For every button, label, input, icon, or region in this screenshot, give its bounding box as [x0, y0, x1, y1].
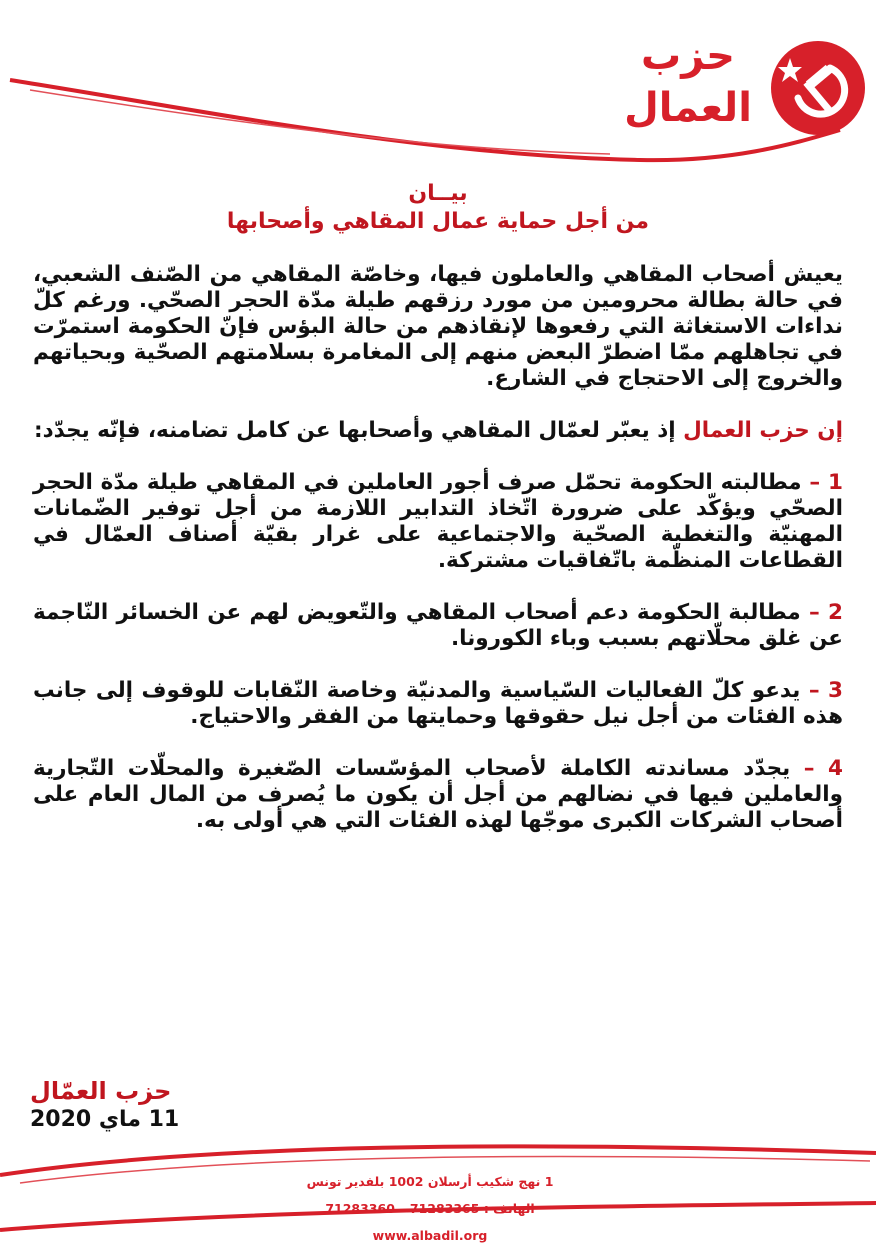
declaration-party: إن حزب العمال [683, 418, 843, 443]
footer-phone: الهاتف : 71283365 – 71283360 [325, 1201, 535, 1216]
signature-block [30, 1076, 179, 1134]
point-1 [33, 470, 843, 574]
signature-name: حزب العمّال [30, 1077, 172, 1105]
point-number: 1 – [809, 470, 843, 495]
statement-body [33, 262, 843, 834]
footer-website-link[interactable]: www.albadil.org [372, 1228, 488, 1243]
point-text: يدعو كلّ الفعاليات السّياسية والمدنيّة وخاصة النّقابات للوقوف إلى جانب هذه الفئات من أجل نيل حقوقها وحمايتها من الفقر والاحتياج. [33, 678, 843, 729]
footer-address: 1 نهج شكيب أرسلان 1002 بلفدير تونس [306, 1174, 554, 1189]
logo-wordmark: حزب العمال [624, 33, 752, 131]
point-number: 4 – [803, 756, 843, 781]
signature-date: 11 ماي 2020 [30, 1107, 180, 1132]
point-text: مطالبته الحكومة تحمّل صرف أجور العاملين في المقاهي طيلة مدّة الحجر الصحّي ويؤكّد على ضرورة اتّخاذ التدابير اللازمة من أجل توفير الضّمانات المهنيّة والتغطية الصحّية والاجتماعية على غرار بقيّة أصناف العمّال في القطاعات المنظّمة باتّفاقيات مشتركة. [33, 470, 843, 573]
intro-paragraph: يعيش أصحاب المقاهي والعاملون فيها، وخاصّة المقاهي من الصّنف الشعبي، في حالة بطالة محرومين من مورد رزقهم طيلة مدّة الحجر الصحّي. ورغم كلّ نداءات الاستغاثة التي رفعوها لإنقاذهم من حالة البؤس فإنّ الحكومة استمرّت في تجاهلهم ممّا اضطرّ البعض منهم إلى المغامرة بسلامتهم الصحّية وبحياتهم والخروج إلى الاحتجاج في الشارع. [33, 262, 843, 391]
point-text: مطالبة الحكومة دعم أصحاب المقاهي والتّعويض لهم عن الخسائر النّاجمة عن غلق محلّاتهم بسبب وباء الكورونا. [33, 600, 843, 651]
point-number: 3 – [808, 678, 843, 703]
declaration-rest: إذ يعبّر لعمّال المقاهي وأصحابها عن كامل تضامنه، فإنّه يجدّد: [34, 418, 684, 443]
point-number: 2 – [808, 600, 843, 625]
title-subject: من أجل حماية عمال المقاهي وأصحابها [226, 209, 650, 234]
point-4 [33, 756, 843, 834]
statement-title [0, 180, 876, 236]
hammer-sickle-star-icon [768, 38, 868, 138]
point-text: يجدّد مساندته الكاملة لأصحاب المؤسّسات الصّغيرة والمحلّات التّجارية والعاملين فيها في نضالهم من أجل أن يكون ما يُصرف من المال العام على أصحاب الشركات الكبرى موجّها لهذه الفئات التي هي أولى به. [33, 756, 843, 833]
title-label: بيــان [408, 181, 468, 206]
party-logo [608, 28, 868, 168]
footer-contact [250, 1168, 610, 1249]
point-2 [33, 600, 843, 652]
declaration-paragraph [33, 418, 843, 444]
point-3 [33, 678, 843, 730]
